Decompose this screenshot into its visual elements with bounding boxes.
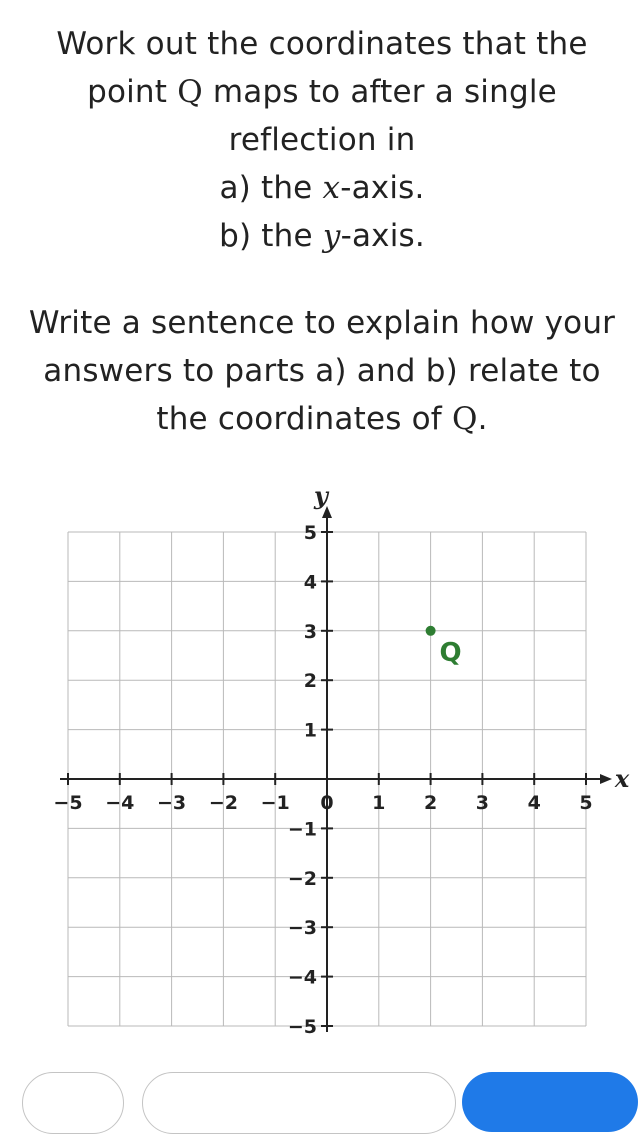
y-tick-label: −3: [287, 917, 317, 940]
coordinate-grid: [0, 480, 644, 1040]
primary-button[interactable]: [462, 1072, 638, 1132]
point-q-label: Q: [439, 637, 462, 668]
point-name: Q: [177, 74, 203, 110]
y-tick-label: 3: [303, 620, 317, 643]
x-axis-label: x: [614, 764, 630, 793]
question-part-1: [0, 20, 644, 260]
question-part-2: [0, 299, 644, 443]
x-tick-label: −5: [53, 792, 83, 814]
question-line-1: Work out the coordinates that the: [56, 26, 588, 62]
question-line-3: reflection in: [228, 122, 416, 158]
question-line-6: Write a sentence to explain how your: [28, 305, 616, 341]
y-tick-label: −5: [287, 1016, 317, 1038]
y-tick-label: 4: [303, 571, 317, 594]
y-tick-label: 1: [303, 719, 317, 742]
y-tick-label: −1: [287, 818, 317, 841]
x-axis-arrow: [600, 774, 612, 784]
x-tick-label: −1: [260, 792, 290, 814]
y-tick-label: 5: [303, 522, 317, 544]
y-axis-label: y: [314, 481, 328, 510]
middle-button[interactable]: [142, 1072, 456, 1134]
y-tick-label: 2: [303, 670, 317, 693]
x-tick-label: 1: [372, 792, 386, 814]
question-part-a: a) the x-axis.: [219, 170, 425, 206]
x-tick-label: 4: [527, 792, 541, 814]
question-line-7: answers to parts a) and b) relate to: [43, 353, 601, 389]
y-tick-label: −2: [287, 867, 317, 890]
question-line-8: the coordinates of Q.: [156, 401, 488, 437]
x-tick-label: 3: [475, 792, 490, 814]
x-tick-label: −2: [208, 792, 238, 814]
question-part-b: b) the y-axis.: [219, 218, 425, 254]
left-button[interactable]: [22, 1072, 124, 1134]
x-tick-label: −4: [105, 792, 135, 814]
x-tick-label: −3: [157, 792, 187, 814]
origin-label: 0: [320, 792, 334, 814]
point-q-marker: [426, 626, 436, 636]
x-tick-label: 5: [579, 792, 593, 814]
y-tick-label: −4: [287, 966, 317, 989]
question-line-2: point Q maps to after a single: [87, 74, 557, 110]
x-tick-label: 2: [423, 792, 438, 814]
